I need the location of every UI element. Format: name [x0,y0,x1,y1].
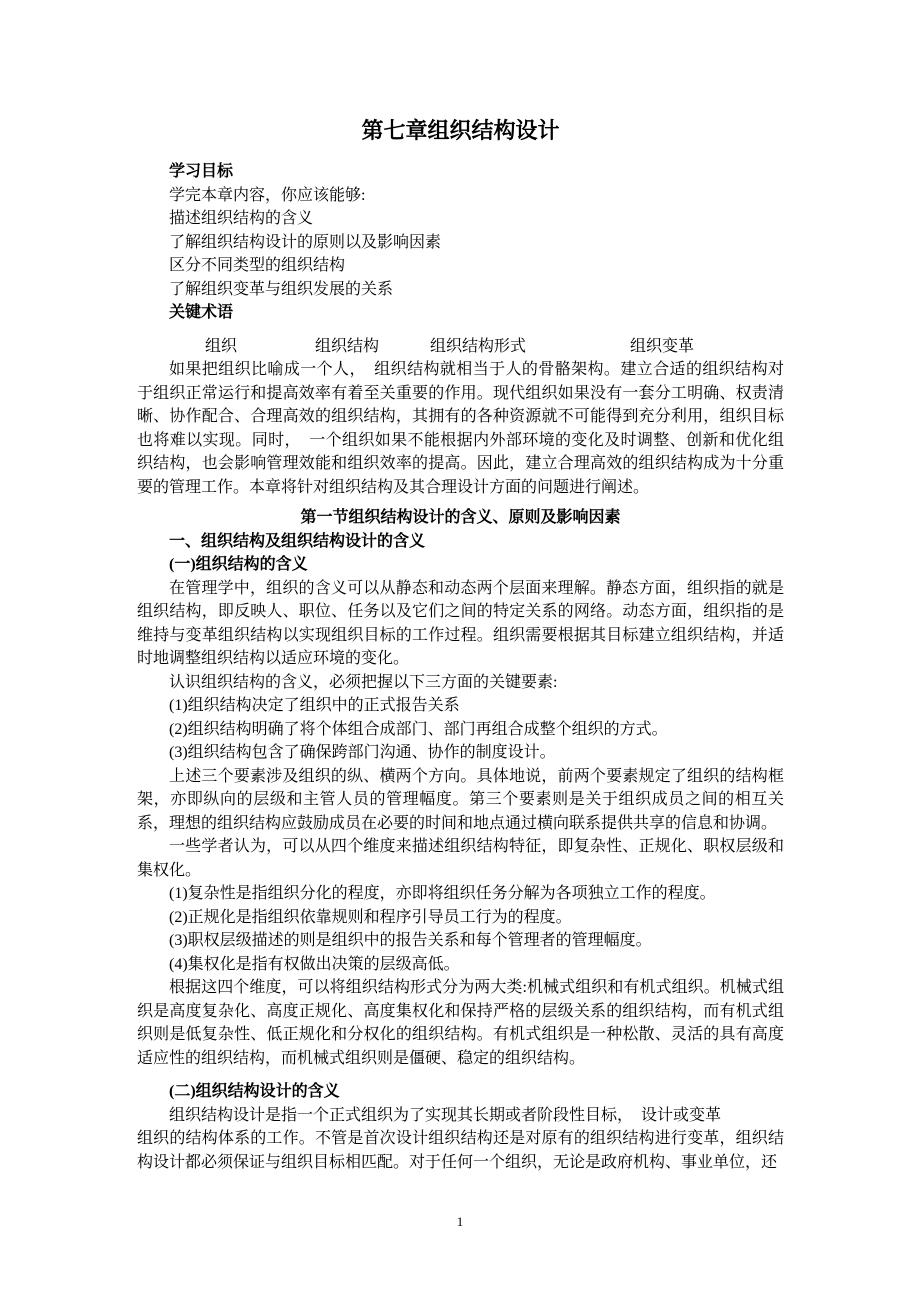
learning-goal-item: 了解组织变革与组织发展的关系 [169,280,394,298]
document-body [137,160,784,1174]
key-term: 组织结构 [315,337,380,355]
chapter-title: 第七章组织结构设计 [361,118,560,143]
paragraph-design-definition [137,1104,784,1175]
learning-goals-heading: 学习目标 [169,163,234,180]
key-terms-row [137,335,784,359]
list-item-dimension: (3)职权层级描述的则是组织中的报告关系和每个管理者的管理幅度。 [169,932,652,949]
sub-heading-1: 一、组织结构及组织结构设计的含义 [169,532,426,550]
list-item-dimension: (4)集权化是指有权做出决策的层级高低。 [169,955,460,973]
intro-paragraph: 如果把组织比喻成一个人， 组织结构就相当于人的骨骼架构。建立合适的组织结构对于组织正常运行和提高效率有着至关重要的作用。现代组织如果没有一套分工明确、权责清晰、协作配合、合理高效的组织结构，其拥有的各种资源就不可能得到充分利用，组织目标也将难以实现。同时， 一个组织如果不能根据内外部环境的变化及时调整、创新和优化组织结构，也会影响管理效能和组织效率的提高。因此，建立合理高效的组织结构成为十分重要的管理工作。本章将针对组织结构及其合理设计方面的问题进行阐述。 [137,361,784,496]
learning-goal-item: 了解组织结构设计的原则以及影响因素 [169,233,442,251]
sub-heading-1-1: (一)组织结构的含义 [169,556,308,573]
key-terms-heading: 关键术语 [169,304,234,321]
list-item-dimension: (2)正规化是指组织依靠规则和程序引导员工行为的程度。 [169,908,572,926]
section1-heading: 第一节组织结构设计的含义、原则及影响因素 [300,509,621,526]
key-term: 组织 [205,337,238,355]
paragraph-elements-discussion: 上述三个要素涉及组织的纵、横两个方向。具体地说，前两个要素规定了组织的结构框架，亦即纵向的层级和主管人员的管理幅度。第三个要素则是关于组织成员之间的相互关系，理想的组织结构应鼓励成员在必要的时间和地点通过横向联系提供共享的信息和协调。 [137,767,784,832]
paragraph-elements-intro: 认识组织结构的含义，必须把握以下三方面的关键要素: [169,673,558,691]
paragraph-design-rest: 组织的结构体系的工作。不管是首次设计组织结构还是对原有的组织结构进行变革，组织结构设计都必须保证与组织目标相匹配。对于任何一个组织，无论是政府机构、事业单位，还 [137,1130,784,1171]
list-item-dimension: (1)复杂性是指组织分化的程度，亦即将组织任务分解为各项独立工作的程度。 [169,885,716,902]
learning-goal-item: 描述组织结构的含义 [169,210,314,227]
page-number: 1 [456,1214,464,1229]
list-item-element: (1)组织结构决定了组织中的正式报告关系 [169,697,460,714]
paragraph-mechanistic-organic: 根据这四个维度，可以将组织结构形式分为两大类:机械式组织和有机式组织。机械式组织是高度复杂化、高度正规化、高度集权化和保持严格的层级关系的组织结构，而有机式组织则是低复杂性、低正规化和分权化的组织结构。有机式组织是一种松散、灵活的具有高度适应性的组织结构，而机械式组织则是僵硬、稳定的组织结构。 [137,979,784,1067]
learning-goal-item: 区分不同类型的组织结构 [169,257,346,274]
paragraph-dimensions-intro: 一些学者认为，可以从四个维度来描述组织结构特征，即复杂性、正规化、职权层级和集权化。 [137,838,784,879]
list-item-element: (2)组织结构明确了将个体组合成部门、部门再组合成整个组织的方式。 [169,720,668,738]
list-item-element: (3)组织结构包含了确保跨部门沟通、协作的制度设计。 [169,744,556,761]
sub-heading-1-2: (二)组织结构设计的含义 [169,1083,340,1100]
paragraph-definition: 在管理学中，组织的含义可以从静态和动态两个层面来理解。静态方面，组织指的就是组织结构，即反映人、职位、任务以及它们之间的特定关系的网络。动态方面，组织指的是维持与变革组织结构以实现组织目标的工作过程。组织需要根据其目标建立组织结构，并适时地调整组织结构以适应环境的变化。 [137,579,784,667]
learning-goals-intro: 学完本章内容，你应该能够: [169,186,366,204]
paragraph-design-line1: 组织结构设计是指一个正式组织为了实现其长期或者阶段性目标， 设计或变革 [169,1106,722,1124]
key-term: 组织结构形式 [430,337,527,355]
key-term: 组织变革 [630,337,695,355]
